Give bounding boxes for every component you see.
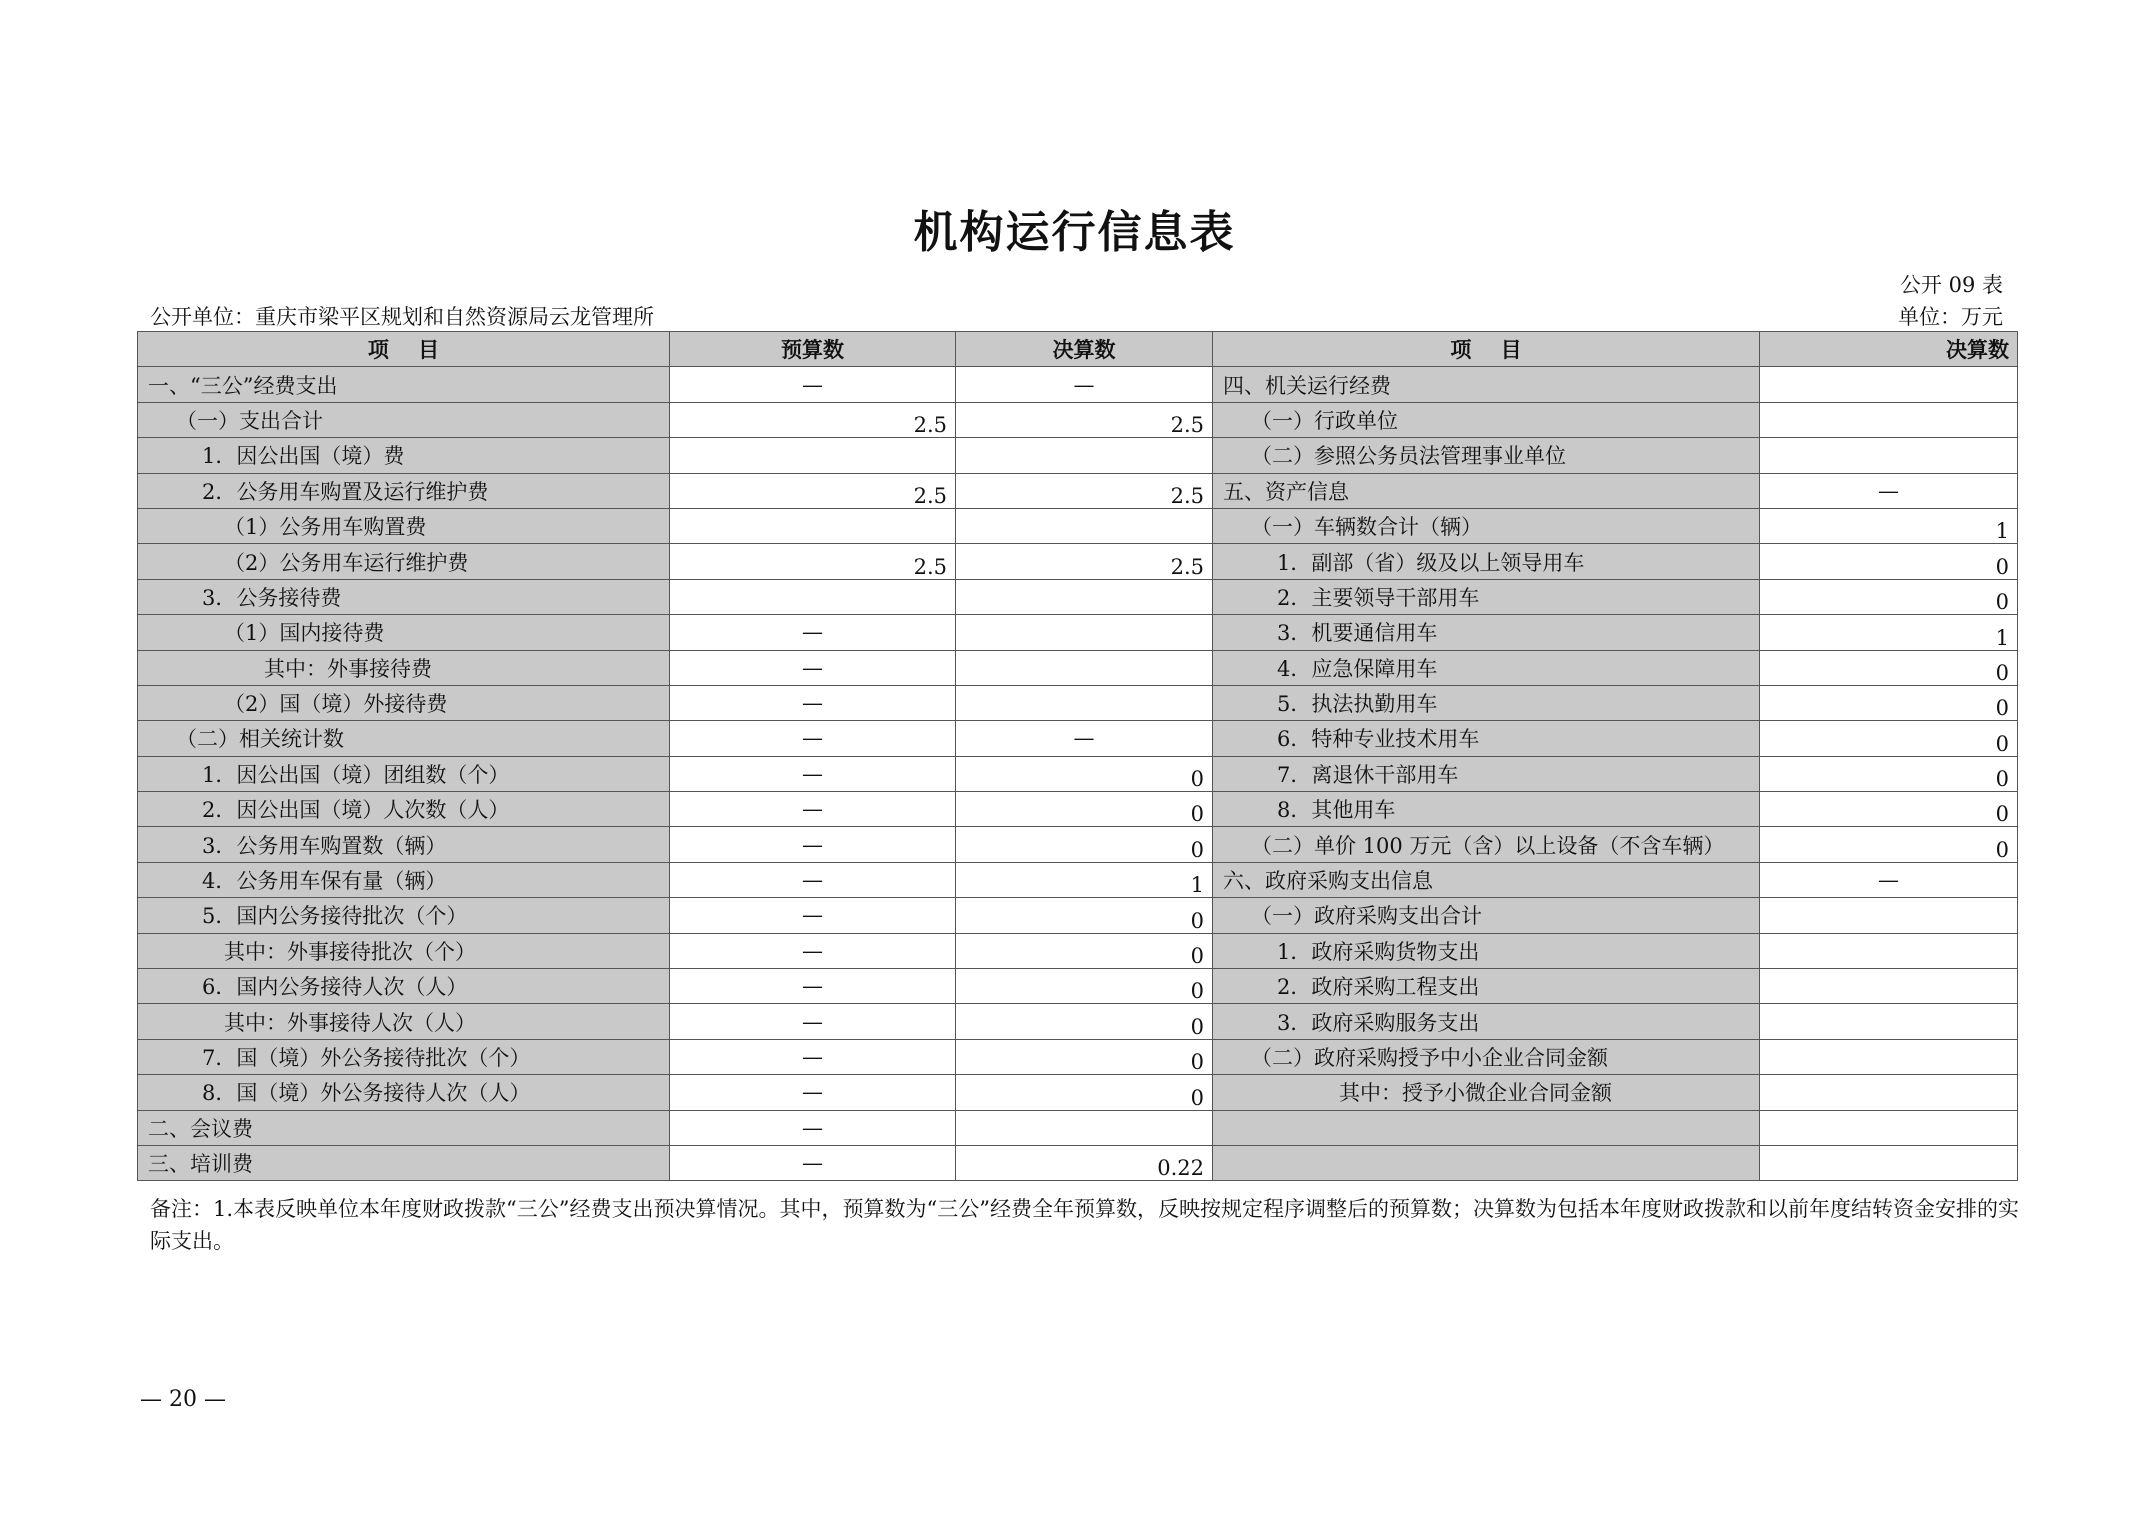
left-item-label: 1．因公出国（境）费 [138, 438, 670, 473]
right-final-value [1760, 1145, 2018, 1180]
right-final-value [1760, 969, 2018, 1004]
right-item-label: （二）单价 100 万元（含）以上设备（不含车辆） [1213, 827, 1760, 862]
left-item-label: 其中：外事接待人次（人） [138, 1004, 670, 1039]
right-item-label: 2．主要领导干部用车 [1213, 579, 1760, 614]
left-item-label: （2）公务用车运行维护费 [138, 544, 670, 579]
budget-value: — [670, 933, 956, 968]
final-value: 2.5 [956, 402, 1213, 437]
left-item-label: 三、培训费 [138, 1145, 670, 1180]
table-row [138, 1039, 2018, 1074]
right-item-label: 五、资产信息 [1213, 473, 1760, 508]
left-item-label: 一、“三公”经费支出 [138, 367, 670, 402]
final-value: 0 [956, 969, 1213, 1004]
left-item-label: 其中：外事接待批次（个） [138, 933, 670, 968]
final-value [956, 438, 1213, 473]
table-row [138, 933, 2018, 968]
table-row [138, 473, 2018, 508]
table-row [138, 827, 2018, 862]
left-item-label: （1）国内接待费 [138, 615, 670, 650]
left-item-label: 6．国内公务接待人次（人） [138, 969, 670, 1004]
right-item-label: 2．政府采购工程支出 [1213, 969, 1760, 1004]
left-item-label: （二）相关统计数 [138, 721, 670, 756]
right-item-label [1213, 1145, 1760, 1180]
left-item-label: 7．国（境）外公务接待批次（个） [138, 1039, 670, 1074]
right-item-label: 1．政府采购货物支出 [1213, 933, 1760, 968]
left-item-label: 4．公务用车保有量（辆） [138, 862, 670, 897]
budget-value: — [670, 615, 956, 650]
currency-unit: 单位：万元 [1898, 305, 2003, 329]
right-final-value [1760, 1110, 2018, 1145]
final-value [956, 650, 1213, 685]
budget-value: — [670, 1004, 956, 1039]
budget-value [670, 579, 956, 614]
left-item-label: 其中：外事接待费 [138, 650, 670, 685]
left-item-label: 1．因公出国（境）团组数（个） [138, 756, 670, 791]
final-value: 0 [956, 1004, 1213, 1039]
right-item-label: 8．其他用车 [1213, 792, 1760, 827]
left-item-label: 2．因公出国（境）人次数（人） [138, 792, 670, 827]
table-row [138, 862, 2018, 897]
final-value [956, 685, 1213, 720]
final-value: 0 [956, 827, 1213, 862]
right-final-value [1760, 933, 2018, 968]
reporting-organization: 公开单位：重庆市梁平区规划和自然资源局云龙管理所 [150, 305, 654, 329]
final-value [956, 579, 1213, 614]
final-value: 2.5 [956, 544, 1213, 579]
final-value [956, 615, 1213, 650]
table-row [138, 650, 2018, 685]
table-row [138, 438, 2018, 473]
right-final-value: — [1760, 473, 2018, 508]
right-final-value [1760, 1039, 2018, 1074]
right-final-value: — [1760, 862, 2018, 897]
right-final-value: 0 [1760, 792, 2018, 827]
right-final-value: 0 [1760, 756, 2018, 791]
header-item-right: 项 目 [1213, 332, 1760, 367]
final-value: 0.22 [956, 1145, 1213, 1180]
right-item-label: 3．机要通信用车 [1213, 615, 1760, 650]
left-item-label: （1）公务用车购置费 [138, 508, 670, 543]
right-item-label: 1．副部（省）级及以上领导用车 [1213, 544, 1760, 579]
budget-value: — [670, 367, 956, 402]
budget-value [670, 508, 956, 543]
right-final-value: 0 [1760, 579, 2018, 614]
final-value: 0 [956, 792, 1213, 827]
left-item-label: （2）国（境）外接待费 [138, 685, 670, 720]
right-final-value [1760, 367, 2018, 402]
budget-value: — [670, 756, 956, 791]
right-final-value [1760, 898, 2018, 933]
final-value: 0 [956, 1039, 1213, 1074]
budget-value: 2.5 [670, 473, 956, 508]
right-item-label: （二）参照公务员法管理事业单位 [1213, 438, 1760, 473]
right-final-value [1760, 1075, 2018, 1110]
right-final-value [1760, 438, 2018, 473]
page-number: — 20 — [140, 1387, 226, 1412]
right-final-value: 1 [1760, 508, 2018, 543]
budget-value: — [670, 827, 956, 862]
table-row [138, 508, 2018, 543]
table-row [138, 402, 2018, 437]
budget-value: — [670, 1110, 956, 1145]
table-row [138, 1145, 2018, 1180]
right-item-label: （一）政府采购支出合计 [1213, 898, 1760, 933]
right-item-label: （二）政府采购授予中小企业合同金额 [1213, 1039, 1760, 1074]
table-row [138, 1110, 2018, 1145]
right-final-value: 0 [1760, 685, 2018, 720]
right-item-label: 7．离退休干部用车 [1213, 756, 1760, 791]
budget-value: — [670, 862, 956, 897]
final-value: 0 [956, 933, 1213, 968]
right-item-label: （一）车辆数合计（辆） [1213, 508, 1760, 543]
budget-value: — [670, 650, 956, 685]
table-row [138, 579, 2018, 614]
budget-value: — [670, 685, 956, 720]
info-table [137, 331, 2018, 1181]
table-number: 公开 09 表 [1899, 273, 2003, 297]
right-final-value: 0 [1760, 827, 2018, 862]
left-item-label: 3．公务接待费 [138, 579, 670, 614]
right-final-value: 0 [1760, 721, 2018, 756]
footnote: 备注：1.本表反映单位本年度财政拨款“三公”经费支出预决算情况。其中，预算数为“三公”经费全年预算数，反映按规定程序调整后的预算数；决算数为包括本年度财政拨款和以前年度结转资金安排的实际支出。 [150, 1197, 2019, 1253]
final-value [956, 508, 1213, 543]
right-item-label: 四、机关运行经费 [1213, 367, 1760, 402]
budget-value: 2.5 [670, 402, 956, 437]
left-item-label: 5．国内公务接待批次（个） [138, 898, 670, 933]
right-final-value [1760, 1004, 2018, 1039]
budget-value: — [670, 721, 956, 756]
right-item-label [1213, 1110, 1760, 1145]
budget-value: — [670, 1039, 956, 1074]
right-item-label: （一）行政单位 [1213, 402, 1760, 437]
right-final-value: 1 [1760, 615, 2018, 650]
table-row [138, 1004, 2018, 1039]
header-final: 决算数 [956, 332, 1213, 367]
budget-value [670, 438, 956, 473]
final-value: 0 [956, 898, 1213, 933]
table-row [138, 367, 2018, 402]
left-item-label: 2．公务用车购置及运行维护费 [138, 473, 670, 508]
table-row [138, 792, 2018, 827]
left-item-label: 二、会议费 [138, 1110, 670, 1145]
final-value: 2.5 [956, 473, 1213, 508]
table-row [138, 1075, 2018, 1110]
header-final-right: 决算数 [1760, 332, 2018, 367]
table-header-row [138, 332, 2018, 367]
final-value: — [956, 367, 1213, 402]
right-item-label: 5．执法执勤用车 [1213, 685, 1760, 720]
table-row [138, 685, 2018, 720]
budget-value: — [670, 1075, 956, 1110]
budget-value: — [670, 969, 956, 1004]
right-final-value [1760, 402, 2018, 437]
right-item-label: 其中：授予小微企业合同金额 [1213, 1075, 1760, 1110]
budget-value: — [670, 898, 956, 933]
right-item-label: 3．政府采购服务支出 [1213, 1004, 1760, 1039]
final-value: 0 [956, 1075, 1213, 1110]
table-row [138, 898, 2018, 933]
right-item-label: 六、政府采购支出信息 [1213, 862, 1760, 897]
budget-value: — [670, 792, 956, 827]
left-item-label: 3．公务用车购置数（辆） [138, 827, 670, 862]
budget-value: 2.5 [670, 544, 956, 579]
right-item-label: 4．应急保障用车 [1213, 650, 1760, 685]
table-row [138, 756, 2018, 791]
left-item-label: （一）支出合计 [138, 402, 670, 437]
right-item-label: 6．特种专业技术用车 [1213, 721, 1760, 756]
final-value: — [956, 721, 1213, 756]
final-value [956, 1110, 1213, 1145]
header-item: 项 目 [138, 332, 670, 367]
table-row [138, 721, 2018, 756]
final-value: 0 [956, 756, 1213, 791]
table-row [138, 969, 2018, 1004]
budget-value: — [670, 1145, 956, 1180]
left-item-label: 8．国（境）外公务接待人次（人） [138, 1075, 670, 1110]
right-final-value: 0 [1760, 544, 2018, 579]
header-budget: 预算数 [670, 332, 956, 367]
final-value: 1 [956, 862, 1213, 897]
right-final-value: 0 [1760, 650, 2018, 685]
page-title: 机构运行信息表 [913, 207, 1236, 258]
table-row [138, 544, 2018, 579]
table-row [138, 615, 2018, 650]
